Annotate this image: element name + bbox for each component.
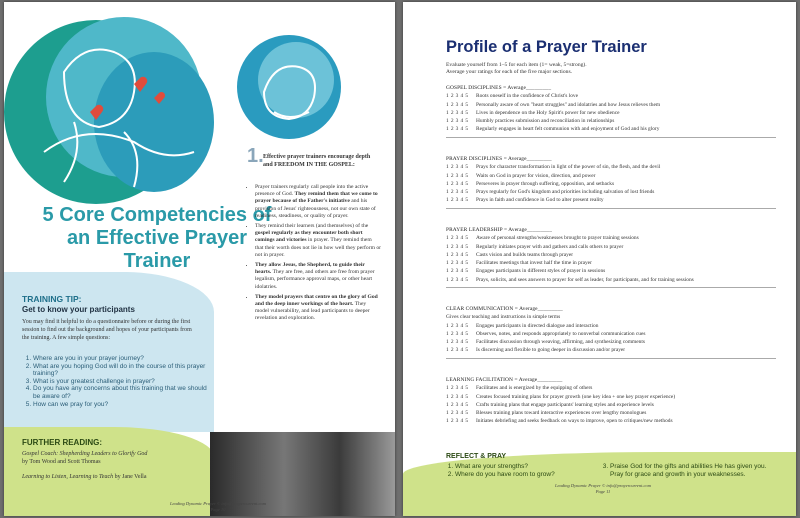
embrace-illustration	[234, 32, 344, 142]
page-footer: Leading Dynamic Prayer © info@prayercurrent.com Page 10	[169, 501, 267, 512]
rating-item: 1 2 3 4 5 Casts vision and builds teams through prayer	[446, 251, 574, 258]
section-heading: PRAYER LEADERSHIP = Average_________	[446, 227, 553, 233]
rating-item: 1 2 3 4 5 Regularly engages in heart felt communion with and enjoyment of God and his glory	[446, 126, 660, 133]
rating-item: 1 2 3 4 5 Roots oneself in the confidence of Christ's love	[446, 93, 579, 100]
rating-item: 1 2 3 4 5 Perseveres in prayer through suffering, opposition, and setbacks	[446, 180, 615, 187]
rating-item: 1 2 3 4 5 Observes, notes, and responds appropriately to nonverbal communication cues	[446, 330, 646, 337]
rating-item: 1 2 3 4 5 Crafts training plans that engage participants' learning styles and experience levels	[446, 401, 654, 408]
rating-item: 1 2 3 4 5 Creates focused training plans for prayer growth (one key idea + one key prayer experience)	[446, 393, 676, 400]
question-item: 1. Where are you in your prayer journey?	[33, 355, 213, 363]
book-reference	[22, 451, 202, 466]
rating-item: 1 2 3 4 5 Initiates debriefing and seeks feedback on ways to improve, open to critiques/new methods	[446, 418, 673, 425]
book-reference	[22, 474, 202, 482]
competency-point: • Prayer trainers regularly call people into the active presence of God. They remind them that we come to prayer because of the Father's initiative and his provision of Jesus' righteousness, not our own state of readiness, steadiness, or quality of prayer.	[255, 184, 381, 220]
rating-item: 1 2 3 4 5 Facilitates discussion through weaving, affirming, and synthesizing comments	[446, 339, 645, 346]
rating-item: 1 2 3 4 5 Prays regularly for God's kingdom and priorities including salvation of lost friends	[446, 189, 655, 196]
rating-item: 1 2 3 4 5 Blesses training plans toward interactive experiences over lengthy monologues	[446, 410, 647, 417]
rating-item: 1 2 3 4 5 Regularly initiates prayer with and gathers and calls others to prayer	[446, 243, 624, 250]
question-item: 4. Do you have any concerns about this training that we should be aware of?	[33, 385, 213, 400]
reflect-item: 1. What are your strengths?	[455, 463, 605, 471]
left-page	[4, 2, 395, 516]
rating-item: 1 2 3 4 5 Facilitates and is energized by the equipping of others	[446, 385, 593, 392]
rating-item: 1 2 3 4 5 Lives in dependence on the Holy Spirit's power for new obedience	[446, 109, 620, 116]
competency-point: • They model prayers that centre on the glory of God and the deep inner workings of the heart. They model vulnerability, and lead participants to deeper revelation and exploration.	[255, 294, 381, 323]
reflect-heading: REFLECT & PRAY	[446, 453, 507, 460]
section-divider	[446, 358, 776, 359]
rating-item: 1 2 3 4 5 Humbly practices submission and reconciliation in relationships	[446, 118, 615, 125]
question-item: 5. How can we pray for you?	[33, 401, 213, 409]
rating-item: 1 2 3 4 5 Prays for character transformation in light of the power of sin, the flesh, and the devil	[446, 164, 661, 171]
reflect-prayer	[601, 463, 770, 479]
section-heading: GOSPEL DISCIPLINES = Average_________	[446, 85, 552, 91]
reflect-item: 3. Praise God for the gifts and abilities He has given you. Pray for grace and growth in your weaknesses.	[610, 463, 770, 479]
section-learning-facilitation	[446, 376, 786, 426]
question-list	[22, 355, 213, 408]
section-heading: PRAYER DISCIPLINES = Average_________	[446, 156, 552, 162]
section-gospel-disciplines	[446, 84, 786, 138]
section-clear-communication	[446, 305, 786, 359]
rating-item: 1 2 3 4 5 Aware of personal strengths/weaknesses brought to prayer training sessions	[446, 235, 639, 242]
book-title: Learning to Listen, Learning to Teach	[22, 474, 114, 480]
section-prayer-leadership	[446, 226, 786, 288]
reflect-item: 2. Where do you have room to grow?	[455, 471, 605, 479]
training-tip-subheading: Get to know your participants	[22, 305, 135, 314]
competency-number: 1.	[247, 145, 264, 167]
rating-item: 1 2 3 4 5 Engages participants in different styles of prayer in sessions	[446, 268, 606, 275]
rating-item: 1 2 3 4 5 Personally aware of own "heart struggles" and idolatries and how Jesus relieves them	[446, 101, 661, 108]
question-item: 2. What are you hoping God will do in the course of this prayer training?	[33, 363, 213, 378]
section-divider	[446, 137, 776, 138]
rating-item: 1 2 3 4 5 Engages participants in directed dialogue and interaction	[446, 322, 599, 329]
competency-point: • They allow Jesus, the Shepherd, to guide their hearts. They are free, and others are free from prayer legalism, performance approval maps, or other heart idolatries.	[255, 262, 381, 291]
section-prayer-disciplines	[446, 155, 786, 209]
rating-item: 1 2 3 4 5 Prays, solicits, and sees answers to prayer for self as leader, for participants, and for training sessions	[446, 276, 694, 283]
competency-heading: Effective prayer trainers encourage depth and FREEDOM IN THE GOSPEL:	[263, 154, 371, 168]
further-reading-heading: FURTHER READING:	[22, 438, 102, 447]
question-item: 3. What is your greatest challenge in prayer?	[33, 378, 213, 386]
book-author: by Tom Wood and Scott Thomas	[22, 458, 101, 465]
praying-figure-illustration	[4, 2, 234, 212]
section-note: Gives clear teaching and instructions in simple terms	[446, 314, 561, 321]
rating-item: 1 2 3 4 5 Facilitates meetings that invest half the time in prayer	[446, 260, 592, 267]
competency-points	[247, 184, 381, 326]
rating-item: 1 2 3 4 5 Waits on God in prayer for vision, direction, and power	[446, 172, 596, 179]
section-heading: LEARNING FACILITATION = Average_________	[446, 377, 563, 383]
training-tip-heading: TRAINING TIP:	[22, 294, 82, 304]
page-title: 5 Core Competencies of an Effective Prayer Trainer	[42, 204, 272, 272]
section-divider	[446, 287, 776, 288]
training-tip-intro: You may find it helpful to do a questionnaire before or during the first session to find out the background and hopes of your participants from the training. A few simple questions:	[22, 319, 192, 341]
right-page	[403, 2, 796, 516]
rating-item: 1 2 3 4 5 Prays in faith and confidence in God to alter present reality	[446, 197, 604, 204]
section-divider	[446, 208, 776, 209]
profile-intro: Evaluate yourself from 1–5 for each item (1= weak, 5=strong). Average your ratings for each of the five major sections.	[446, 62, 587, 75]
reflect-questions	[446, 463, 605, 479]
book-author: by Jane Vella	[114, 474, 147, 480]
book-title: Gospel Coach: Shepherding Leaders to Glorify God	[22, 451, 148, 457]
profile-title: Profile of a Prayer Trainer	[446, 38, 647, 56]
rating-item: 1 2 3 4 5 Is discerning and flexible to going deeper in discussion and/or prayer	[446, 347, 626, 354]
section-heading: CLEAR COMMUNICATION = Average_________	[446, 306, 563, 312]
page-footer: Leading Dynamic Prayer © info@prayercurrent.com Page 11	[554, 483, 652, 494]
competency-point: • They remind their learners (and themselves) of the gospel regularly as they encounter both short comings and victories in prayer. They remind them that their worth does not lie in how well they perform or not in prayer.	[255, 223, 381, 259]
